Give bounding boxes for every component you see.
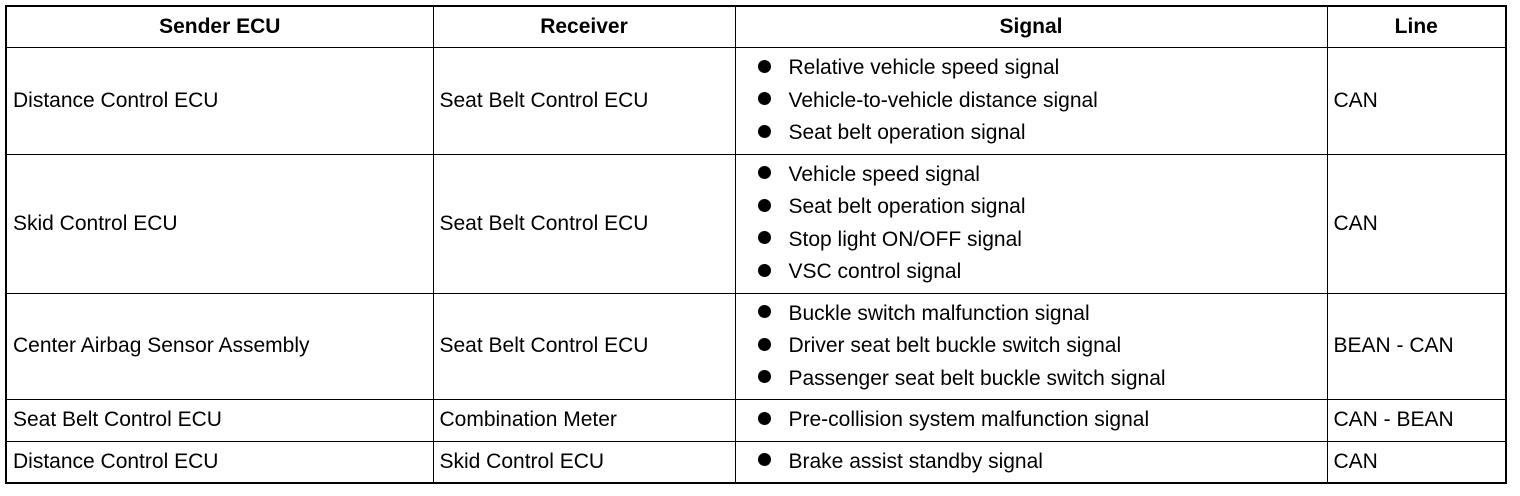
signal-text: Brake assist standby signal bbox=[788, 449, 1043, 473]
bullet-icon bbox=[758, 199, 771, 212]
signal-text: Buckle switch malfunction signal bbox=[788, 301, 1090, 325]
signal-text: VSC control signal bbox=[788, 260, 962, 283]
list-item bbox=[758, 330, 1321, 363]
bullet-icon bbox=[758, 370, 771, 383]
bullet-icon bbox=[758, 125, 771, 138]
signal-text: Vehicle-to-vehicle distance signal bbox=[788, 88, 1098, 112]
line-cell: CAN bbox=[1327, 48, 1506, 155]
signal-list bbox=[758, 294, 1321, 400]
list-item bbox=[758, 191, 1321, 224]
receiver-cell: Seat Belt Control ECU bbox=[433, 48, 735, 155]
list-item bbox=[758, 224, 1321, 257]
bullet-icon bbox=[758, 264, 771, 277]
table-row bbox=[6, 293, 1506, 400]
sender-cell: Center Airbag Sensor Assembly bbox=[6, 293, 433, 400]
table-header bbox=[6, 6, 1506, 48]
signal-list bbox=[758, 155, 1321, 293]
sender-cell: Skid Control ECU bbox=[6, 154, 433, 293]
receiver-cell: Skid Control ECU bbox=[433, 441, 735, 483]
line-cell: CAN bbox=[1327, 441, 1506, 483]
table-body bbox=[6, 48, 1506, 484]
list-item bbox=[758, 52, 1321, 85]
signal-text: Passenger seat belt buckle switch signal bbox=[788, 366, 1166, 390]
header-row bbox=[6, 6, 1506, 48]
list-item bbox=[758, 363, 1321, 396]
sender-cell: Distance Control ECU bbox=[6, 441, 433, 483]
signal-text: Stop light ON/OFF signal bbox=[788, 227, 1022, 251]
sender-cell: Distance Control ECU bbox=[6, 48, 433, 155]
header-receiver: Receiver bbox=[433, 6, 735, 48]
header-signal: Signal bbox=[735, 6, 1327, 48]
list-item bbox=[758, 298, 1321, 331]
signal-text: Pre-collision system malfunction signal bbox=[788, 408, 1150, 431]
list-item bbox=[758, 117, 1321, 150]
receiver-cell: Combination Meter bbox=[433, 400, 735, 442]
signal-text: Seat belt operation signal bbox=[788, 195, 1026, 218]
signal-text: Relative vehicle speed signal bbox=[788, 56, 1060, 79]
header-line: Line bbox=[1327, 6, 1506, 48]
signal-list bbox=[758, 442, 1321, 483]
bullet-icon bbox=[758, 231, 771, 244]
bullet-icon bbox=[758, 60, 771, 73]
table-row bbox=[6, 48, 1506, 155]
table-row bbox=[6, 400, 1506, 442]
signal-cell bbox=[735, 48, 1327, 155]
signal-table bbox=[5, 5, 1507, 484]
list-item bbox=[758, 85, 1321, 118]
bullet-icon bbox=[758, 305, 771, 318]
signal-text: Driver seat belt buckle switch signal bbox=[788, 334, 1122, 357]
bullet-icon bbox=[758, 338, 771, 351]
list-item bbox=[758, 446, 1321, 479]
header-sender: Sender ECU bbox=[6, 6, 433, 48]
signal-cell bbox=[735, 441, 1327, 483]
signal-list bbox=[758, 48, 1321, 154]
line-cell: BEAN - CAN bbox=[1327, 293, 1506, 400]
line-cell: CAN - BEAN bbox=[1327, 400, 1506, 442]
bullet-icon bbox=[758, 92, 771, 105]
bullet-icon bbox=[758, 412, 771, 425]
signal-cell bbox=[735, 154, 1327, 293]
table-row bbox=[6, 154, 1506, 293]
signal-list bbox=[758, 400, 1321, 441]
list-item bbox=[758, 256, 1321, 289]
table-row bbox=[6, 441, 1506, 483]
receiver-cell: Seat Belt Control ECU bbox=[433, 154, 735, 293]
list-item bbox=[758, 159, 1321, 192]
signal-cell bbox=[735, 400, 1327, 442]
line-cell: CAN bbox=[1327, 154, 1506, 293]
bullet-icon bbox=[758, 453, 771, 466]
list-item bbox=[758, 404, 1321, 437]
receiver-cell: Seat Belt Control ECU bbox=[433, 293, 735, 400]
sender-cell: Seat Belt Control ECU bbox=[6, 400, 433, 442]
signal-text: Vehicle speed signal bbox=[788, 162, 980, 186]
signal-cell bbox=[735, 293, 1327, 400]
bullet-icon bbox=[758, 166, 771, 179]
signal-text: Seat belt operation signal bbox=[788, 121, 1026, 144]
